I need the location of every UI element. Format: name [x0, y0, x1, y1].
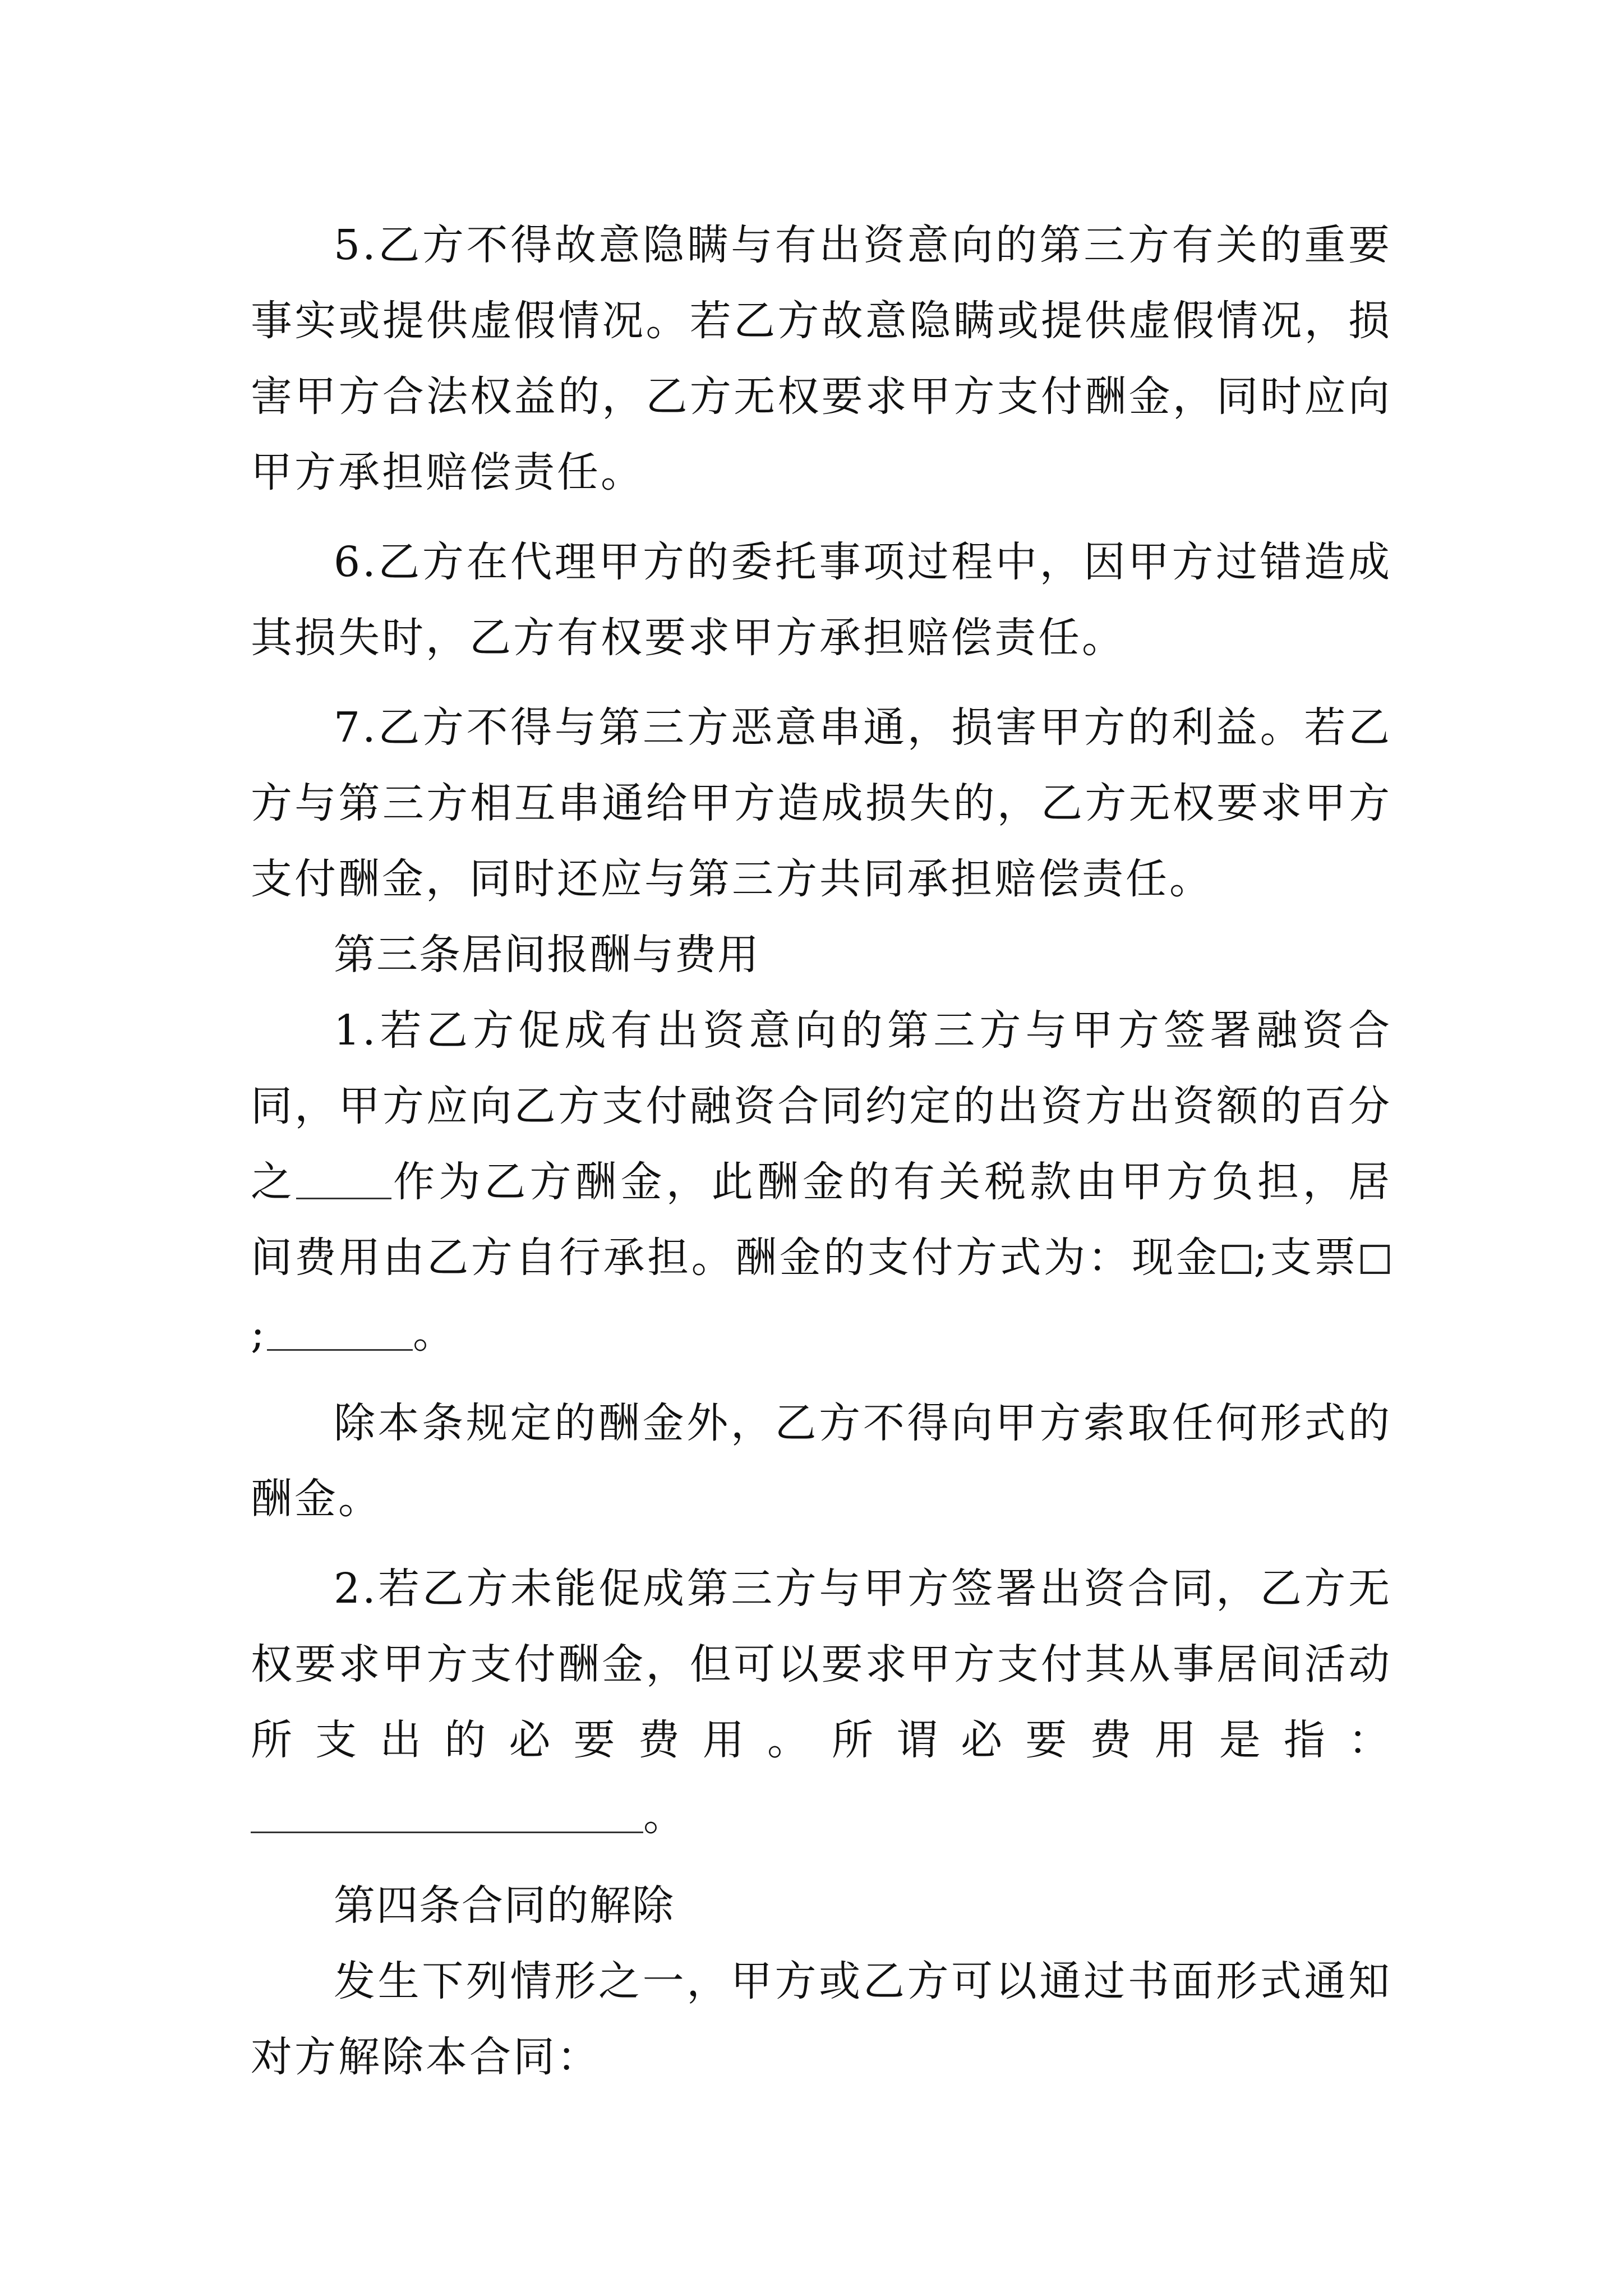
other-payment-blank[interactable] — [267, 1310, 413, 1351]
clause-5-paragraph: 5.乙方不得故意隐瞒与有出资意向的第三方有关的重要事实或提供虚假情况。若乙方故意隐瞒或提供虚假情况，损害甲方合法权益的，乙方无权要求甲方支付酬金，同时应向甲方承担赔偿责任。 — [251, 221, 1392, 496]
item-1-text-e: 。 — [412, 1309, 457, 1358]
clause-7-paragraph: 7.乙方不得与第三方恶意串通，损害甲方的利益。若乙方与第三方相互串通给甲方造成损失的，乙方无权要求甲方支付酬金，同时还应与第三方共同承担赔偿责任。 — [251, 703, 1392, 903]
item-1-text-d: ; — [251, 1309, 267, 1358]
article-3-item-1-paragraph — [251, 993, 1392, 1372]
article-4-heading: 第四条合同的解除 — [334, 1881, 675, 1930]
article-3-item-2-paragraph — [251, 1551, 1392, 1854]
item-2-text-a: 2.若乙方未能促成第三方与甲方签署出资合同，乙方无权要求甲方支付酬金，但可以要求甲方支付其从事居间活动所支出的必要费用。所谓必要费用是指： — [251, 1565, 1392, 1764]
item-1-text-a: 1.若乙方促成有出资意向的第三方与甲方签署融资合同，甲方应向乙方支付融资合同约定的出资方出资额的百分之 — [251, 1006, 1392, 1206]
item-1-text-b: 作为乙方酬金，此酬金的有关税款由甲方负担，居间费用由乙方自行承担。酬金的支付方式为：现金 — [251, 1158, 1393, 1282]
document-body — [251, 208, 1392, 2095]
necessary-expenses-blank[interactable] — [251, 1792, 643, 1833]
article-3-heading: 第三条居间报酬与费用 — [334, 931, 760, 979]
percentage-blank[interactable] — [296, 1158, 391, 1199]
item-1-text-c: ;支票 — [1253, 1234, 1358, 1282]
cash-checkbox[interactable] — [1222, 1245, 1251, 1274]
article-4-intro-paragraph: 发生下列情形之一，甲方或乙方可以通过书面形式通知对方解除本合同： — [251, 1957, 1392, 2081]
item-2-text-b: 。 — [643, 1792, 687, 1840]
clause-6-paragraph: 6.乙方在代理甲方的委托事项过程中，因甲方过错造成其损失时，乙方有权要求甲方承担赔偿责任。 — [251, 538, 1392, 662]
article-3-note-paragraph: 除本条规定的酬金外，乙方不得向甲方索取任何形式的酬金。 — [251, 1399, 1392, 1523]
check-checkbox[interactable] — [1361, 1245, 1390, 1274]
